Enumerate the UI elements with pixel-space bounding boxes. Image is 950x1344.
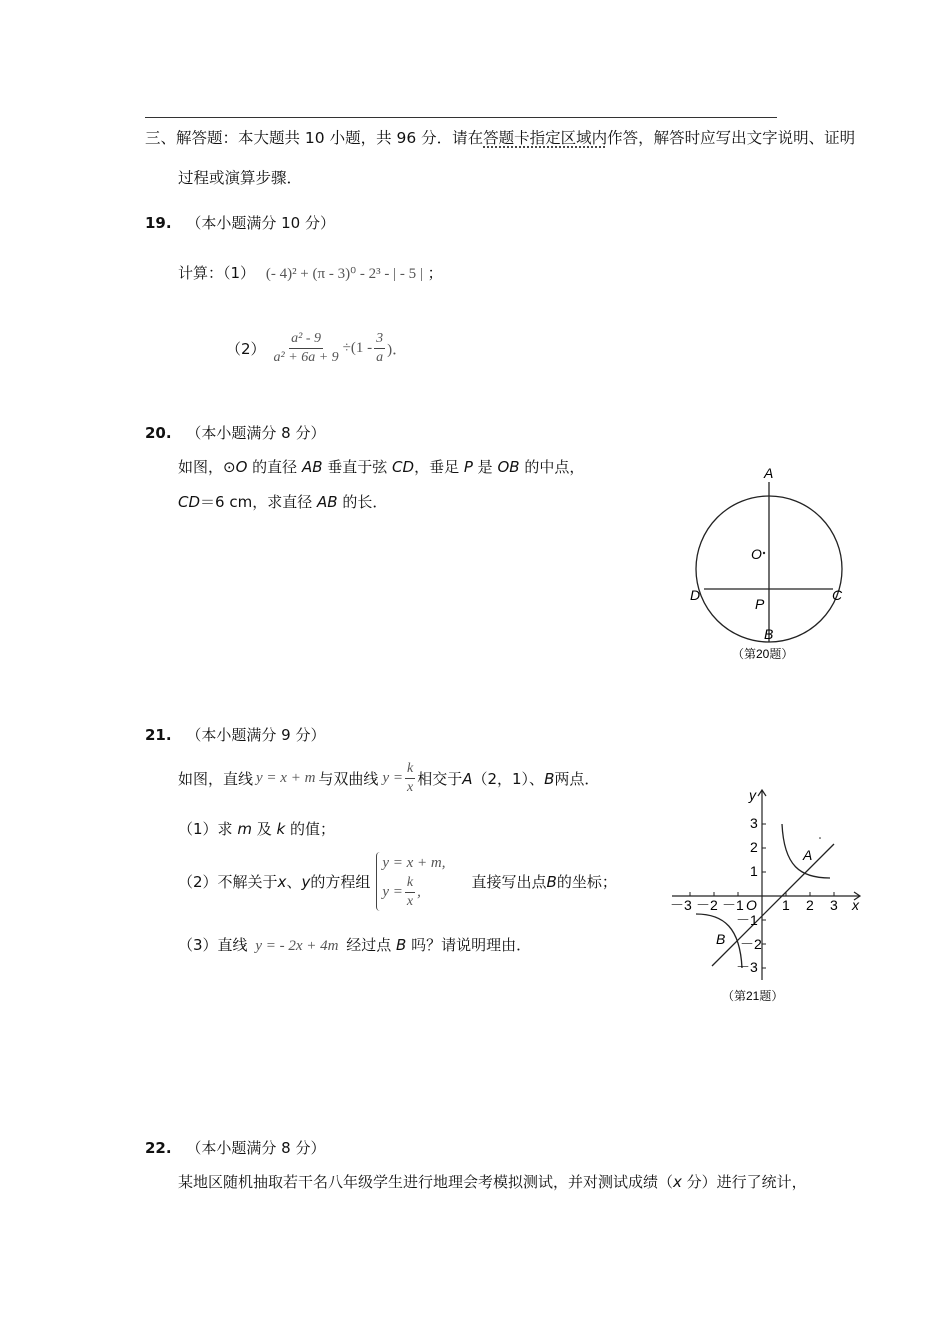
y-tick-3: 3 xyxy=(750,815,758,831)
q22-text xyxy=(178,1171,807,1192)
system-comma: , xyxy=(417,884,421,900)
question-number: 19. xyxy=(145,214,172,232)
point-b-label: B xyxy=(716,931,726,947)
system-line-1: y = x + m, xyxy=(382,855,446,871)
q21-part1 xyxy=(178,818,335,839)
x-tick-2: 2 xyxy=(806,897,814,913)
y-tick-neg3: －3 xyxy=(736,959,758,975)
point-b: B xyxy=(546,872,557,891)
question-points: （本小题满分 8 分） xyxy=(186,424,326,442)
text: ＝6 cm，求直径 xyxy=(200,493,317,511)
var-ab: AB xyxy=(316,493,338,511)
label-d: D xyxy=(690,587,701,603)
question-20-header xyxy=(145,422,325,443)
text: 、 xyxy=(286,873,302,891)
text: （1）求 xyxy=(178,820,238,838)
question-points: （本小题满分 8 分） xyxy=(186,1139,326,1157)
point-b: B xyxy=(396,936,407,954)
text: 垂直于弦 xyxy=(322,458,393,476)
question-19-header xyxy=(145,212,335,233)
fraction-1-numerator: a² - 9 xyxy=(289,330,323,349)
text: 与双曲线 xyxy=(318,770,379,788)
x-tick-neg1: －1 xyxy=(722,897,744,913)
line-equation-2: y = - 2x + 4m xyxy=(255,938,339,954)
center-dot xyxy=(763,552,765,554)
question-points: （本小题满分 9 分） xyxy=(186,726,326,744)
calc-label: 计算：（1） xyxy=(178,264,256,282)
part2-label: （2） xyxy=(226,340,266,358)
fraction-2-numerator: 3 xyxy=(374,330,385,349)
q20-line1 xyxy=(178,456,584,477)
system-fraction xyxy=(405,874,415,911)
label-b: B xyxy=(764,626,774,642)
q19-part2 xyxy=(226,330,407,367)
divide-sign: ÷(1 - xyxy=(342,340,373,356)
text: 经过点 xyxy=(346,936,397,954)
x-tick-3: 3 xyxy=(830,897,838,913)
point-a: A xyxy=(462,769,473,788)
numerator-k: k xyxy=(405,874,415,893)
point-a-label: A xyxy=(803,847,813,863)
question-number: 22. xyxy=(145,1139,172,1157)
denominator-x: x xyxy=(406,780,414,795)
question-22-header xyxy=(145,1137,325,1158)
line-equation: y = x + m xyxy=(256,770,316,786)
q21-intro xyxy=(178,760,599,797)
label-o: O xyxy=(751,546,762,562)
question-points: （本小题满分 10 分） xyxy=(186,214,335,232)
text: 的直径 xyxy=(247,458,302,476)
system-line-2 xyxy=(382,874,445,911)
axis-x-label: x xyxy=(852,897,859,913)
var-m: m xyxy=(237,820,252,838)
header-rule xyxy=(145,117,777,118)
fraction-1 xyxy=(272,330,341,367)
label-c: C xyxy=(832,587,843,603)
y-tick-2: 2 xyxy=(750,839,758,855)
text: ，垂足 xyxy=(414,458,464,476)
text: 直接写出点 xyxy=(471,873,547,891)
label-a: A xyxy=(764,465,774,481)
text: 某地区随机抽取若干名八年级学生进行地理会考模拟测试，并对测试成绩（ xyxy=(178,1173,674,1191)
figure-20-caption: （第20题） xyxy=(732,647,794,661)
text: 如图，直线 xyxy=(178,770,254,788)
text: 的中点， xyxy=(519,458,585,476)
equation-system xyxy=(376,852,445,911)
question-number: 21. xyxy=(145,726,172,744)
x-tick-neg3: －3 xyxy=(670,897,692,913)
figure-21-caption: （第21题） xyxy=(722,989,784,1003)
fraction-2-denominator: a xyxy=(376,350,384,365)
figure-20-circle xyxy=(680,460,860,670)
text: 的值； xyxy=(285,820,335,838)
text: 如图，⊙ xyxy=(178,458,236,476)
var-o: O xyxy=(235,458,248,476)
text: 的方程组 xyxy=(310,873,371,891)
y-tick-neg1: －1 xyxy=(736,912,758,928)
origin-label: O xyxy=(746,897,757,913)
y-tick-1: 1 xyxy=(750,863,758,879)
heading-text-cont: 作答，解答时应写出文字说明、证明 xyxy=(607,129,856,147)
hyperbola-fraction xyxy=(405,760,415,797)
var-ab: AB xyxy=(301,458,323,476)
denominator-x: x xyxy=(406,894,414,909)
expression-1: (- 4)² + (π - 3)⁰ - 2³ - | - 5 | xyxy=(265,266,423,282)
text: 是 xyxy=(472,458,498,476)
text: 的长． xyxy=(337,493,388,511)
text: 的坐标； xyxy=(556,873,617,891)
point-b: B xyxy=(544,769,555,788)
q20-line2 xyxy=(178,491,387,512)
system-y: y = xyxy=(382,884,403,900)
label-p: P xyxy=(755,596,765,612)
hyperbola-y: y = xyxy=(382,770,403,786)
text: （2，1）、 xyxy=(472,770,545,788)
question-21-header xyxy=(145,724,325,745)
var-x: x xyxy=(673,1173,682,1191)
var-cd: CD xyxy=(392,458,415,476)
text: 及 xyxy=(251,820,277,838)
text: 分）进行了统计， xyxy=(681,1173,807,1191)
y-tick-neg2: －2 xyxy=(740,936,762,952)
figure-21-graph xyxy=(660,780,880,1010)
fraction-1-denominator: a² + 6a + 9 xyxy=(273,350,339,365)
text: 相交于 xyxy=(417,770,463,788)
var-cd: CD xyxy=(178,493,201,511)
fraction-2 xyxy=(374,330,385,367)
text: （3）直线 xyxy=(178,936,248,954)
var-ob: OB xyxy=(497,458,520,476)
text: 吗？请说明理由． xyxy=(406,936,532,954)
text: 两点． xyxy=(554,770,600,788)
small-dot xyxy=(819,837,821,839)
text: （2）不解关于 xyxy=(178,873,278,891)
heading-emphasis: 答题卡指定区域内 xyxy=(483,129,608,147)
expression-1-end: ； xyxy=(427,264,443,282)
heading-text: 三、解答题：本大题共 10 小题，共 96 分．请在 xyxy=(145,129,484,147)
var-p: P xyxy=(463,458,473,476)
numerator-k: k xyxy=(405,760,415,779)
x-tick-neg2: －2 xyxy=(696,897,718,913)
var-k: k xyxy=(276,820,286,838)
section-heading-line2: 过程或演算步骤． xyxy=(178,169,303,187)
expression-2-end: )． xyxy=(387,342,408,358)
var-x: x xyxy=(277,872,287,891)
var-y: y xyxy=(301,872,311,891)
question-number: 20. xyxy=(145,424,172,442)
section-heading xyxy=(145,126,855,148)
q19-part1 xyxy=(178,262,443,283)
q21-part2 xyxy=(178,852,617,911)
x-tick-1: 1 xyxy=(782,897,790,913)
q21-part3 xyxy=(178,934,531,955)
axis-y-label: y xyxy=(749,787,756,803)
